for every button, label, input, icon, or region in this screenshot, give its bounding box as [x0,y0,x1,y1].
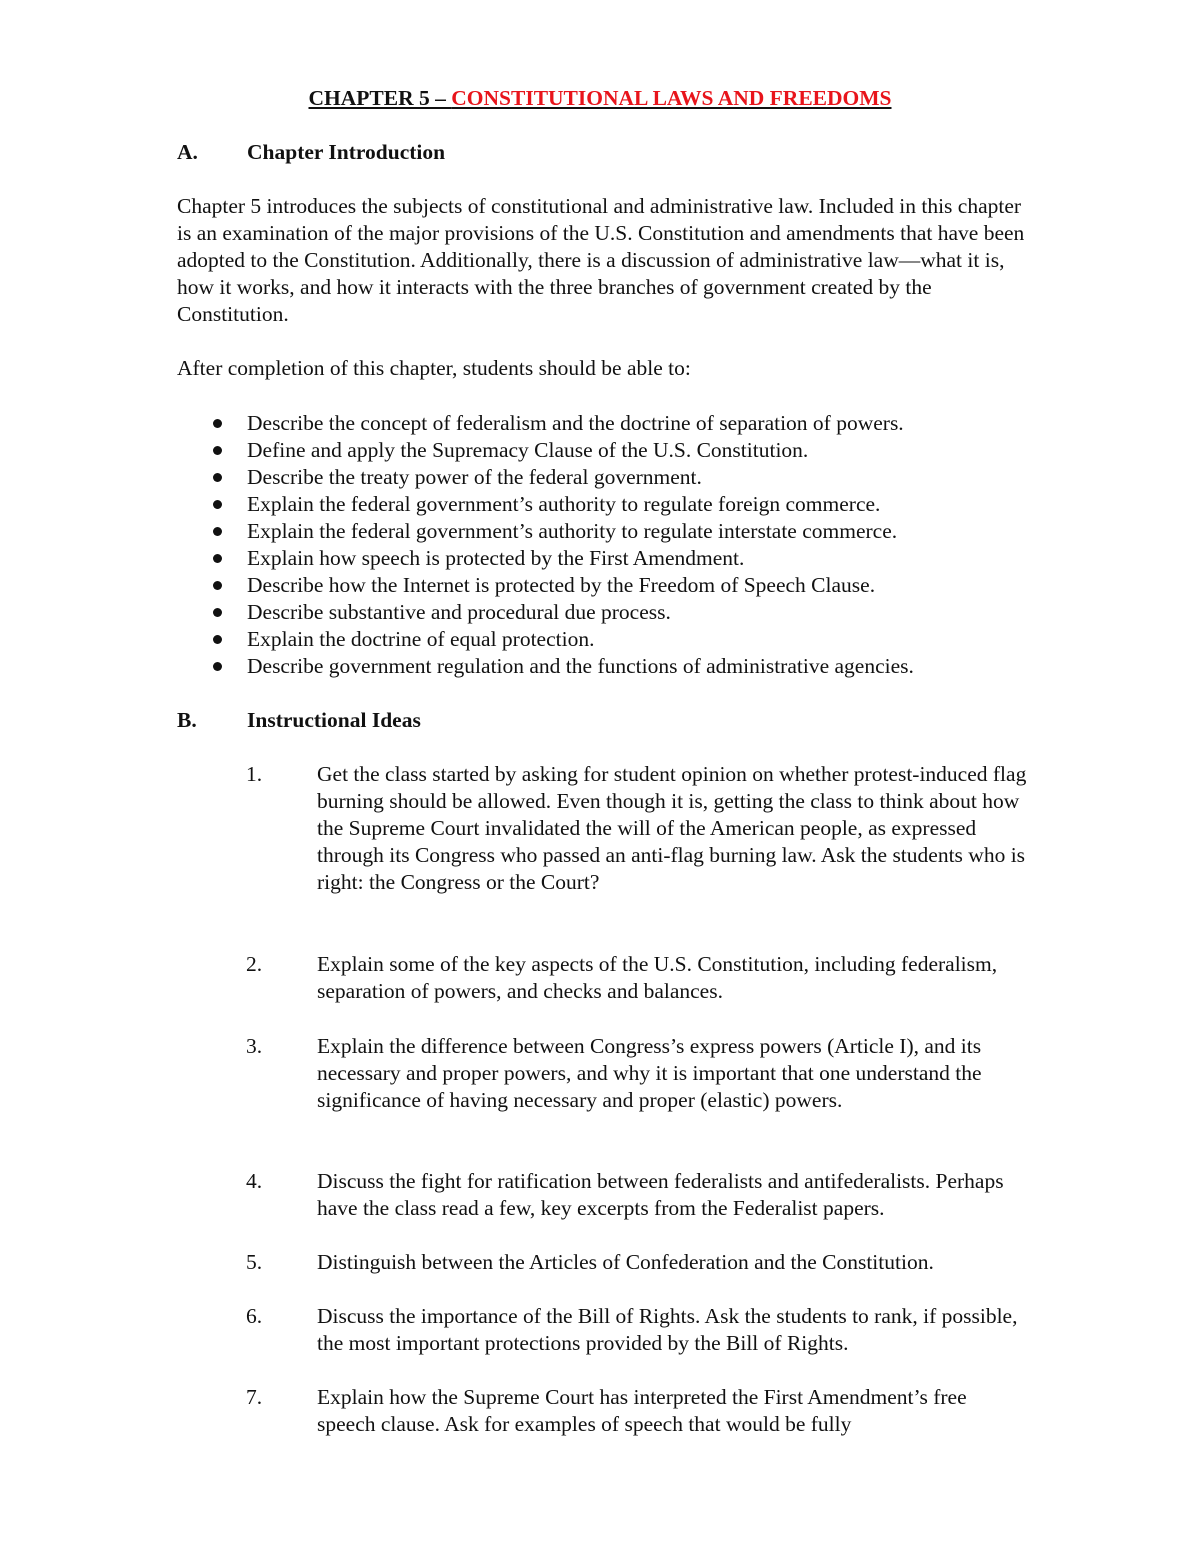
bullet-icon [213,662,222,671]
section-a-heading [177,139,445,166]
objective-item: Explain how speech is protected by the First Amendment. [177,545,914,572]
section-a-title: Chapter Introduction [247,140,446,164]
idea-item [246,1033,1036,1114]
idea-item [246,951,1036,1005]
bullet-icon [213,554,222,563]
idea-text: Explain some of the key aspects of the U.S. Constitution, including federalism, separation of powers, and checks and balances. [317,952,998,1003]
section-b-heading [177,707,421,734]
objective-item: Describe the concept of federalism and the doctrine of separation of powers. [177,410,914,437]
bullet-icon [213,527,222,536]
idea-text: Discuss the importance of the Bill of Rights. Ask the students to rank, if possible, the most important protections provided by the Bill of Rights. [317,1304,1018,1355]
objectives-list [177,410,914,680]
idea-item [246,761,1036,896]
idea-text: Discuss the fight for ratification between federalists and antifederalists. Perhaps have the class read a few, key excerpts from the Federalist papers. [317,1169,1004,1220]
idea-item [246,1168,1036,1222]
idea-item [246,1249,1036,1276]
idea-item [246,1384,1036,1438]
idea-number: 1. [246,762,263,786]
section-a-letter: A. [177,140,198,164]
idea-text: Explain how the Supreme Court has interpreted the First Amendment’s free speech clause. Ask for examples of speech that would be fully [317,1385,967,1436]
idea-number: 4. [246,1169,263,1193]
chapter-title [0,85,1200,112]
bullet-icon [213,608,222,617]
section-b-title: Instructional Ideas [247,708,421,732]
chapter-title-prefix: CHAPTER 5 – [308,86,452,110]
bullet-icon [213,419,222,428]
idea-number: 5. [246,1250,263,1274]
chapter-intro-paragraph: Chapter 5 introduces the subjects of constitutional and administrative law. Included in this chapter is an examination of the major provisions of the U.S. Constitution and amendments that have been adopted to the Constitution. Additionally, there is a discussion of administrative law—what it is, how it works, and how it interacts with the three branches of government created by the Constitution. [177,194,1025,326]
bullet-icon [213,473,222,482]
idea-item [246,1303,1036,1357]
bullet-icon [213,500,222,509]
objective-item: Define and apply the Supremacy Clause of the U.S. Constitution. [177,437,914,464]
bullet-icon [213,581,222,590]
idea-text: Get the class started by asking for student opinion on whether protest-induced flag burning should be allowed. Even though it is, getting the class to think about how the Supreme Court invalidated the will of the American people, as expressed through its Congress who passed an anti-flag burning law. Ask the students who is right: the Congress or the Court? [317,762,1027,894]
idea-text: Explain the difference between Congress’s express powers (Article I), and its necessary and proper powers, and why it is important that one understand the significance of having necessary and proper (elastic) powers. [317,1034,982,1112]
objective-item: Describe government regulation and the functions of administrative agencies. [177,653,914,680]
objectives-lead: After completion of this chapter, students should be able to: [177,356,691,380]
bullet-icon [213,635,222,644]
objective-item: Explain the federal government’s authority to regulate interstate commerce. [177,518,914,545]
objective-item: Explain the doctrine of equal protection. [177,626,914,653]
idea-number: 2. [246,952,263,976]
objective-item: Describe the treaty power of the federal government. [177,464,914,491]
section-b-letter: B. [177,708,197,732]
objective-item: Explain the federal government’s authority to regulate foreign commerce. [177,491,914,518]
objective-item: Describe how the Internet is protected by the Freedom of Speech Clause. [177,572,914,599]
objective-item: Describe substantive and procedural due process. [177,599,914,626]
idea-number: 6. [246,1304,263,1328]
idea-number: 7. [246,1385,263,1409]
idea-number: 3. [246,1034,263,1058]
chapter-title-topic: CONSTITUTIONAL LAWS AND FREEDOMS [451,86,892,110]
bullet-icon [213,446,222,455]
idea-text: Distinguish between the Articles of Confederation and the Constitution. [317,1250,934,1274]
